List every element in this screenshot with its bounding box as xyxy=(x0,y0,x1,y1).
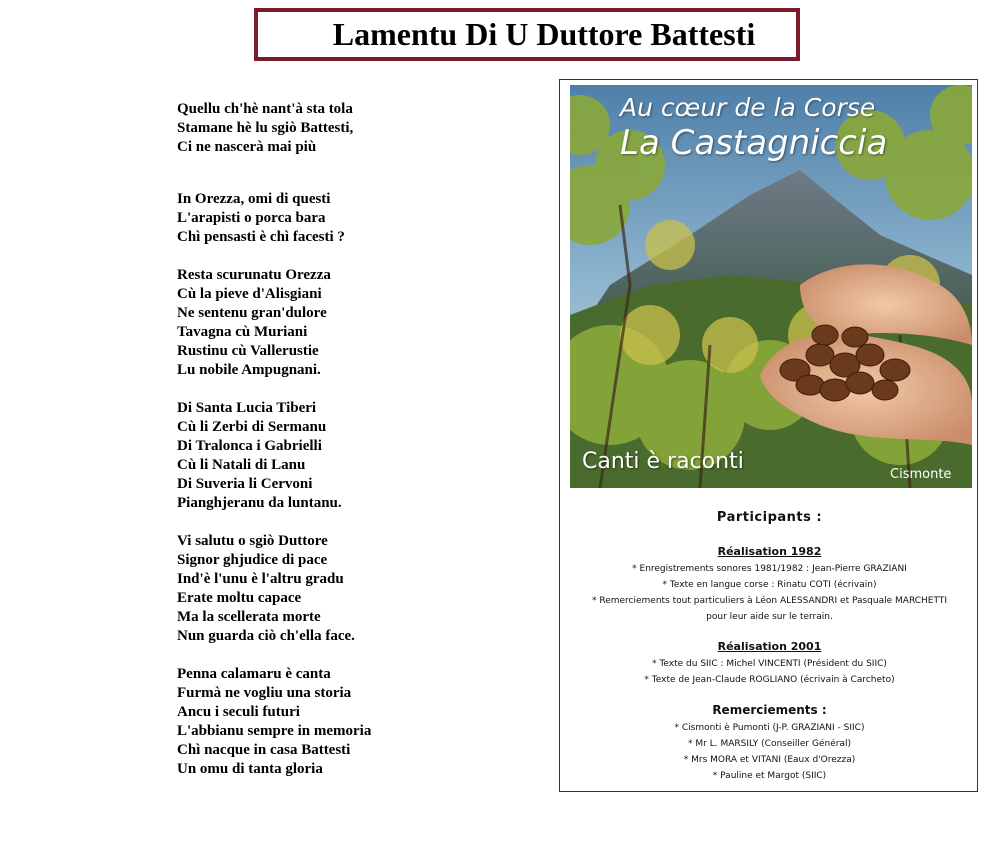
poem-stanza xyxy=(177,100,537,157)
poem-line: Lu nobile Ampugnani. xyxy=(177,362,321,378)
credit-item: * Pauline et Margot (SIIC) xyxy=(712,771,827,781)
poem-line: Ci ne nascerà mai più xyxy=(177,139,317,155)
section-title: Réalisation 1982 xyxy=(717,545,822,558)
credits xyxy=(560,510,979,799)
poem xyxy=(177,100,537,779)
poem-line: In Orezza, omi di questi xyxy=(177,191,331,207)
credit-item: * Enregistrements sonores 1981/1982 : Jean-Pierre GRAZIANI xyxy=(632,564,907,574)
poem-line: Vi salutu o sgiò Duttore xyxy=(177,533,328,549)
poem-line: Erate moltu capace xyxy=(177,590,302,606)
poem-line: Resta scurunatu Orezza xyxy=(177,267,331,283)
section-title: Réalisation 2001 xyxy=(717,640,822,653)
album-card xyxy=(559,79,978,792)
credit-item: * Remerciements tout particuliers à Léon ALESSANDRI et Pasquale MARCHETTI xyxy=(592,596,947,606)
credit-item: * Texte du SIIC : Michel VINCENTI (Président du SIIC) xyxy=(652,659,887,669)
poem-line: Cù li Natali di Lanu xyxy=(177,457,306,473)
poem-line: Di Santa Lucia Tiberi xyxy=(177,400,317,416)
poem-line: Tavagna cù Muriani xyxy=(177,324,308,340)
cover-title-line2: La Castagniccia xyxy=(620,123,888,163)
title-box xyxy=(254,8,800,61)
poem-line: Chì pensasti è chì facesti ? xyxy=(177,229,345,245)
poem-line: Quellu ch'hè nant'à sta tola xyxy=(177,101,353,117)
poem-line: L'arapisti o porca bara xyxy=(177,210,326,226)
credits-section xyxy=(560,545,979,625)
poem-line: Cù li Zerbi di Sermanu xyxy=(177,419,327,435)
credit-item: pour leur aide sur le terrain. xyxy=(706,612,833,622)
credit-item: * Cismonti è Pumonti (J-P. GRAZIANI - SIIC) xyxy=(674,723,865,733)
poem-line: Nun guarda ciò ch'ella face. xyxy=(177,628,355,644)
cover-brand: Cismonte xyxy=(890,467,952,482)
poem-line: Pianghjeranu da luntanu. xyxy=(177,495,342,511)
poem-line: Penna calamaru è canta xyxy=(177,666,331,682)
credit-item: * Texte de Jean-Claude ROGLIANO (écrivain à Carcheto) xyxy=(644,675,895,685)
credits-heading: Participants : xyxy=(716,510,823,525)
poem-stanza xyxy=(177,266,537,380)
poem-line: Di Tralonca i Gabrielli xyxy=(177,438,322,454)
album-cover xyxy=(570,85,972,488)
credit-item: * Mrs MORA et VITANI (Eaux d'Orezza) xyxy=(683,755,856,765)
poem-line: Ma la scellerata morte xyxy=(177,609,321,625)
poem-line: Di Suveria li Cervoni xyxy=(177,476,313,492)
section-title: Remerciements : xyxy=(712,703,827,717)
poem-line: Furmà ne vogliu una storia xyxy=(177,685,352,701)
page-title: Lamentu Di U Duttore Battesti xyxy=(332,16,756,52)
credits-section xyxy=(560,703,979,784)
credits-section xyxy=(560,640,979,688)
poem-line: Un omu di tanta gloria xyxy=(177,761,323,777)
poem-line: Rustinu cù Vallerustie xyxy=(177,343,319,359)
poem-line: Ne sentenu gran'dulore xyxy=(177,305,327,321)
poem-line: Ind'è l'unu è l'altru gradu xyxy=(177,571,344,587)
credit-item: * Mr L. MARSILY (Conseiller Général) xyxy=(688,739,851,749)
credit-item: * Texte en langue corse : Rinatu COTI (écrivain) xyxy=(662,580,877,590)
poem-line: L'abbianu sempre in memoria xyxy=(177,723,372,739)
poem-stanza xyxy=(177,532,537,646)
poem-line: Stamane hè lu sgiò Battesti, xyxy=(177,120,354,136)
cover-subtitle: Canti è raconti xyxy=(582,449,744,474)
cover-title-line1: Au cœur de la Corse xyxy=(620,93,876,122)
poem-stanza xyxy=(177,399,537,513)
poem-stanza xyxy=(177,665,537,779)
poem-line: Cù la pieve d'Alisgiani xyxy=(177,286,322,302)
poem-line: Chì nacque in casa Battesti xyxy=(177,742,351,758)
poem-line: Signor ghjudice di pace xyxy=(177,552,328,568)
poem-stanza xyxy=(177,190,537,247)
poem-line: Ancu i seculi futuri xyxy=(177,704,300,720)
